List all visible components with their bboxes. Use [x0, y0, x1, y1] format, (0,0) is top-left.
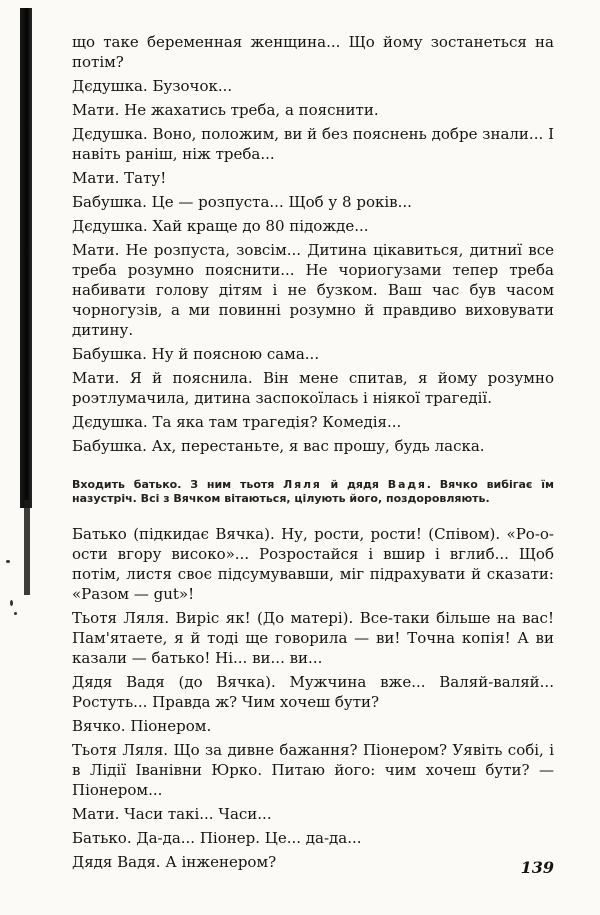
- dialogue-line: [72, 344, 554, 364]
- stage-direction-inline: (До матері).: [257, 609, 354, 627]
- dialogue-line: [72, 436, 554, 456]
- dialogue-line: [72, 804, 554, 824]
- dialogue-line: [72, 524, 554, 604]
- line-text: Не жахатись треба, а пояснити.: [124, 101, 379, 119]
- dialogue-line: [72, 240, 554, 340]
- dialogue-block-2: [72, 524, 554, 872]
- speaker-name: Дєдушка.: [72, 77, 148, 95]
- spine-dark-bar-lower: [24, 500, 30, 595]
- stage-text: . Вячко вибігає їм назустріч. Всі з Вячком вітаються, цілують його, поздоровляють.: [72, 478, 554, 505]
- line-text: Ну й поясною сама...: [151, 345, 320, 363]
- dialogue-line: [72, 76, 554, 96]
- dialogue-line: [72, 368, 554, 408]
- dialogue-line: [72, 740, 554, 800]
- dialogue-line: [72, 32, 554, 72]
- speaker-name: Бабушка.: [72, 345, 147, 363]
- line-text: Все-таки більше на вас! Пам'ятаете, я й тоді ще говорила — ви! Точна копія! А ви казали — батько! Ні... ви... ви...: [72, 609, 554, 667]
- speaker-name: Дядя Вадя.: [72, 853, 161, 871]
- line-text: Виріс як!: [175, 609, 251, 627]
- line-text: Хай краще до 80 підожде...: [152, 217, 369, 235]
- dialogue-block-1: [72, 32, 554, 456]
- speaker-name: Бабушка.: [72, 437, 147, 455]
- line-text: А інженером?: [165, 853, 277, 871]
- dialogue-line: [72, 100, 554, 120]
- dialogue-line: [72, 852, 554, 872]
- dialogue-line: [72, 608, 554, 668]
- speaker-name: Дєдушка.: [72, 217, 148, 235]
- speaker-name: Батько: [72, 525, 127, 543]
- stage-direction-inline: (підкидає Вячка).: [133, 525, 275, 543]
- line-text: Це — розпуста... Щоб у 8 років...: [151, 193, 412, 211]
- stage-text: Входить батько. З ним тьотя: [72, 478, 275, 491]
- line-text: що таке беременная женщина... Що йому зостанеться на потім?: [72, 33, 554, 71]
- speaker-name: Мати.: [72, 241, 120, 259]
- line-text: Та яка там трагедія? Комедія...: [152, 413, 402, 431]
- line-text: Що за дивне бажання? Піонером? Уявіть собі, і в Лідії Іванівни Юрко. Питаю його: чим хочеш бути? — Піонером...: [72, 741, 554, 799]
- line-text: Ну, рости, рости!: [281, 525, 422, 543]
- speaker-name: Мати.: [72, 805, 120, 823]
- stage-name: Вадя: [387, 478, 427, 491]
- speaker-name: Дєдушка.: [72, 125, 148, 143]
- speaker-name: Тьотя Ляля.: [72, 609, 170, 627]
- stage-text: й дядя: [330, 478, 379, 491]
- book-spine-shadow: [0, 0, 46, 915]
- line-text: Піонером.: [130, 717, 212, 735]
- speaker-name: Тьотя Ляля.: [72, 741, 169, 759]
- dialogue-line: [72, 216, 554, 236]
- dialogue-line: [72, 168, 554, 188]
- spine-speck: [14, 612, 17, 615]
- dialogue-line: [72, 124, 554, 164]
- speaker-name: Мати.: [72, 369, 120, 387]
- dialogue-line: [72, 412, 554, 432]
- line-text: Да-да... Піонер. Це... да-да...: [136, 829, 362, 847]
- stage-direction-inline: (Співом).: [428, 525, 501, 543]
- dialogue-line: [72, 672, 554, 712]
- speaker-name: Дядя Вадя: [72, 673, 165, 691]
- line-text: «Ро-о-ости вгору високо»... Розростайся і вшир і вглиб... Щоб потім, листя своє підсумувавши, міг підрахувати й сказати: «Разом — gut»!: [72, 525, 554, 603]
- speaker-name: Бабушка.: [72, 193, 147, 211]
- speaker-name: Мати.: [72, 101, 120, 119]
- speaker-name: Дєдушка.: [72, 413, 148, 431]
- dialogue-line: [72, 828, 554, 848]
- line-text: Бузочок...: [152, 77, 233, 95]
- line-text: Я й пояснила. Він мене спитав, я йому розумно роэтлумачила, дитина заспокоїлась і ніякої трагедії.: [72, 369, 554, 407]
- speaker-name: Мати.: [72, 169, 120, 187]
- spine-dark-bar: [20, 8, 32, 508]
- spine-speck: [6, 560, 10, 563]
- page-number: 139: [520, 858, 554, 877]
- line-text: Воно, положим, ви й без пояснень добре знали... І навіть раніш, ніж треба...: [72, 125, 554, 163]
- dialogue-line: [72, 716, 554, 736]
- spine-speck: [10, 600, 13, 606]
- stage-direction: [72, 478, 554, 506]
- line-text: Мужчина вже... Валяй-валяй... Ростуть... Правда ж? Чим хочеш бути?: [72, 673, 554, 711]
- dialogue-line: [72, 192, 554, 212]
- page-text: [72, 32, 554, 876]
- stage-direction-inline: (до Вячка).: [178, 673, 276, 691]
- line-text: Ах, перестаньте, я вас прошу, будь ласка.: [151, 437, 485, 455]
- line-text: Не розпуста, зовсім... Дитина цікавиться, дитниї все треба розумно пояснити... Не чориогузами тепер треба набивати голову дітям і не бузком. Ваш час був часом чорногузів, а ми повинні розумно й правдиво виховувати дитину.: [72, 241, 554, 339]
- line-text: Тату!: [124, 169, 167, 187]
- line-text: Часи такі... Часи...: [124, 805, 272, 823]
- speaker-name: Вячко.: [72, 717, 126, 735]
- speaker-name: Батько.: [72, 829, 132, 847]
- stage-name: Ляля: [283, 478, 322, 491]
